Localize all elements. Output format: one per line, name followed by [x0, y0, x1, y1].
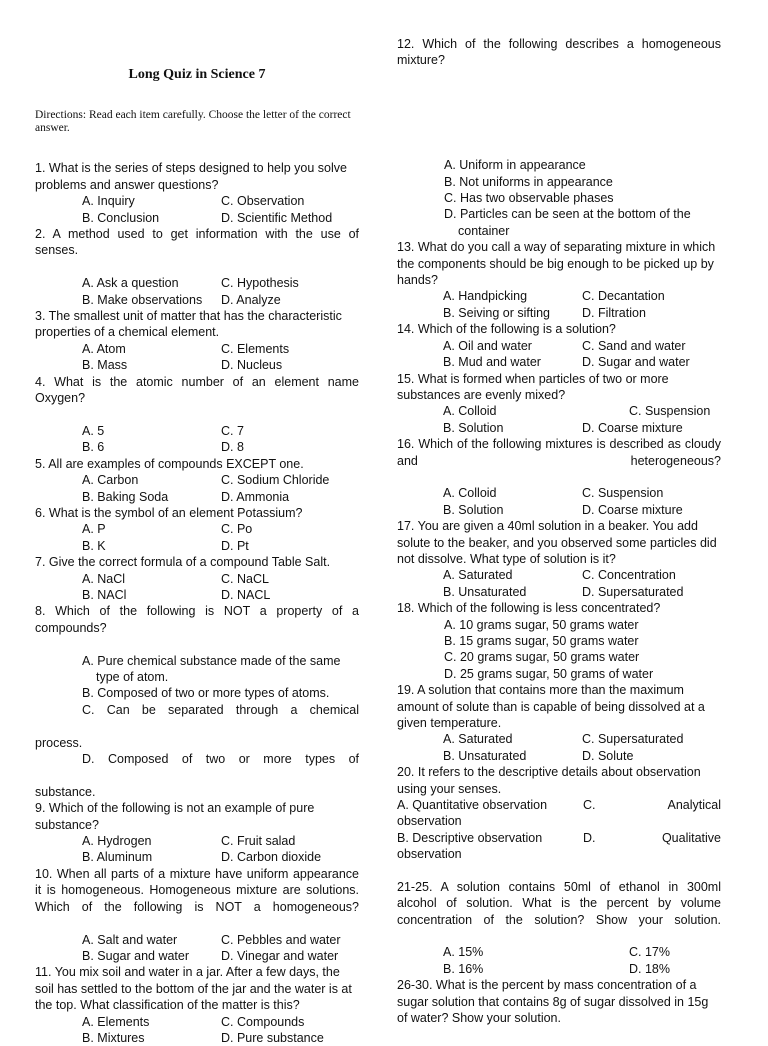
option-d: D. Ammonia: [221, 489, 290, 504]
option-a: A. Salt and water: [82, 932, 178, 947]
question-26-30: [397, 977, 721, 1026]
options: [35, 521, 359, 554]
question-text: 4. What is the atomic number of an element name Oxygen?: [35, 374, 359, 406]
option-a: A. Saturated: [443, 568, 513, 583]
option-b: B. Make observations: [82, 292, 203, 307]
left-column: [35, 62, 359, 1046]
option-d: D. Coarse mixture: [582, 502, 683, 517]
option-a: A. NaCl: [82, 571, 126, 586]
options: [397, 944, 721, 977]
option-d: [35, 751, 359, 800]
option-b: B. Conclusion: [82, 210, 160, 225]
options: [35, 833, 359, 866]
question-text: 10. When all parts of a mixture have uniform appearance it is homogeneous. Homogeneous mixture are solutions. Which of the following is NOT a homogeneous?: [35, 866, 359, 914]
option-d-word: Qualitative: [661, 830, 721, 845]
option-d: D. 25 grams sugar, 50 grams of water: [444, 666, 654, 681]
option-a: A. Handpicking: [443, 289, 528, 304]
option-c: C. Sand and water: [582, 338, 686, 353]
option-b: B. K: [82, 538, 106, 553]
question-text: 21-25. A solution contains 50ml of ethanol in 300ml alcohol of solution. What is the percent by volume concentration of the solution? Show your solution.: [397, 879, 721, 927]
options: [397, 617, 721, 683]
option-d: D. Analyze: [221, 292, 281, 307]
option-d: [444, 206, 721, 239]
option-d: D. Pt: [221, 538, 249, 553]
question-text: 26-30. What is the percent by mass concentration of a sugar solution that contains 8g of sugar dissolved in 15g of water? Show your solution.: [397, 978, 709, 1025]
options: [35, 653, 359, 801]
question-text: 13. What do you call a way of separating mixture in which the components should be big enough to be picked up by hands?: [397, 240, 716, 288]
options: [397, 288, 721, 321]
option-a: [82, 653, 359, 686]
question-text: 18. Which of the following is less concentrated?: [397, 601, 661, 616]
option-row-1-tail: observation: [397, 814, 462, 829]
question-12: [397, 36, 721, 239]
option-c: C. 17%: [629, 945, 670, 960]
options: [35, 341, 359, 374]
question-text: 14. Which of the following is a solution?: [397, 322, 616, 337]
option-a-line2: type of atom.: [96, 670, 169, 684]
option-b: B. Mixtures: [82, 1030, 145, 1045]
question-13: [397, 239, 721, 321]
option-d: D. Filtration: [582, 305, 646, 320]
question-4: [35, 374, 359, 456]
option-c: C. Elements: [221, 341, 290, 356]
option-c: C. Fruit salad: [221, 834, 296, 849]
option-a: A. 5: [82, 423, 105, 438]
options: [35, 423, 359, 456]
option-a: A. Saturated: [443, 732, 513, 747]
options: [397, 731, 721, 764]
option-a: A. P: [82, 522, 106, 537]
option-b: B. 16%: [443, 961, 484, 976]
options: [397, 157, 721, 239]
question-19: [397, 682, 721, 764]
options: [35, 472, 359, 505]
option-b: B. 6: [82, 440, 105, 455]
option-b: B. Solution: [443, 420, 504, 435]
option-c: C. Suspension: [629, 404, 711, 419]
options: [35, 193, 359, 226]
option-a: A. Atom: [82, 341, 126, 356]
directions: Directions: Read each item carefully. Choose the letter of the correct answer.: [35, 109, 351, 134]
option-a: A. Quantitative observation: [397, 798, 548, 813]
option-d: D. Nucleus: [221, 358, 283, 373]
option-c: C. Pebbles and water: [221, 932, 341, 947]
option-d: D. Scientific Method: [221, 210, 333, 225]
question-7: [35, 554, 359, 603]
question-text: 6. What is the symbol of an element Potassium?: [35, 505, 303, 520]
right-column: [397, 36, 721, 1026]
question-14: [397, 321, 721, 370]
option-c: C. Compounds: [221, 1014, 305, 1029]
options: [397, 403, 721, 436]
option-d: D. 8: [221, 440, 244, 455]
option-a: A. Colloid: [443, 486, 497, 501]
option-b: B. Mud and water: [443, 355, 541, 370]
option-c: C. Decantation: [582, 289, 665, 304]
question-text: 16. Which of the following mixtures is described as cloudy and heterogeneous?: [397, 437, 721, 468]
option-c: [35, 702, 359, 751]
option-b: B. Unsaturated: [443, 748, 527, 763]
option-row-2: [397, 830, 721, 846]
option-b: B. Sugar and water: [82, 948, 190, 963]
option-a: A. Colloid: [443, 404, 497, 419]
option-a: A. Ask a question: [82, 276, 179, 291]
question-18: [397, 600, 721, 682]
option-c: C. Has two observable phases: [444, 191, 614, 206]
option-d-line2: substance.: [35, 784, 96, 799]
question-6: [35, 505, 359, 554]
question-1: [35, 160, 359, 226]
option-row-2-tail: observation: [397, 847, 462, 862]
page-title: Long Quiz in Science 7: [128, 67, 266, 82]
question-5: [35, 456, 359, 505]
options: [35, 1014, 359, 1046]
option-b: B. Seiving or sifting: [443, 305, 550, 320]
question-text: 9. Which of the following is not an example of pure substance?: [35, 801, 315, 832]
question-16: [397, 436, 721, 518]
question-21-25: [397, 879, 721, 977]
option-c: C. 20 grams sugar, 50 grams water: [444, 650, 640, 665]
question-11: [35, 964, 359, 1046]
option-d-line1: D. Particles can be seen at the bottom of the: [444, 207, 691, 222]
question-text: 17. You are given a 40ml solution in a beaker. You add solute to the beaker, and you observed some particles did not dissolve. What type of solution is it?: [397, 519, 717, 566]
option-c: C. 7: [221, 423, 244, 438]
option-a: A. Oil and water: [443, 338, 532, 353]
option-a: A. Carbon: [82, 473, 139, 488]
options: [35, 932, 359, 965]
question-8: [35, 603, 359, 800]
question-9: [35, 800, 359, 866]
question-text: 8. Which of the following is NOT a property of a compounds?: [35, 604, 359, 635]
question-15: [397, 371, 721, 437]
option-c: C. NaCL: [221, 571, 269, 586]
options: [397, 485, 721, 518]
option-a-line1: A. Pure chemical substance made of the same: [82, 653, 341, 668]
option-a: A. Inquiry: [82, 194, 135, 209]
question-text: 3. The smallest unit of matter that has the characteristic properties of a chemical element.: [35, 309, 342, 340]
question-20: [397, 764, 721, 862]
option-a: A. Hydrogen: [82, 834, 152, 849]
question-text: 20. It refers to the descriptive details about observation using your senses.: [397, 765, 701, 796]
option-d: D. 18%: [629, 961, 670, 976]
option-d: D. Vinegar and water: [221, 948, 339, 963]
question-text: 7. Give the correct formula of a compound Table Salt.: [35, 555, 331, 570]
question-text: 12. Which of the following describes a homogeneous mixture?: [397, 37, 721, 68]
option-b: B. 15 grams sugar, 50 grams water: [444, 634, 639, 648]
option-b: B. Aluminum: [82, 850, 153, 865]
option-c-line1: C. Can be separated through a chemical: [82, 702, 359, 717]
options: [35, 275, 359, 308]
question-text: 15. What is formed when particles of two or more substances are evenly mixed?: [397, 371, 669, 402]
option-b: B. Unsaturated: [443, 584, 527, 599]
options: [397, 567, 721, 600]
question-text: 19. A solution that contains more than the maximum amount of solute than is capable of being dissolved at a given temperature.: [397, 683, 705, 731]
option-d: D. Sugar and water: [582, 355, 690, 370]
option-c-line2: process.: [35, 735, 83, 750]
options: [35, 571, 359, 604]
option-b: B. Not uniforms in appearance: [444, 174, 613, 189]
option-d: D. Pure substance: [221, 1030, 324, 1045]
question-3: [35, 308, 359, 374]
question-text: 2. A method used to get information with the use of senses.: [35, 227, 359, 258]
option-b: B. Baking Soda: [82, 489, 169, 504]
option-c: C. Sodium Chloride: [221, 473, 330, 488]
question-text: 1. What is the series of steps designed to help you solve problems and answer questions?: [35, 161, 347, 192]
question-text: 5. All are examples of compounds EXCEPT one.: [35, 456, 304, 471]
option-c: C. Observation: [221, 194, 305, 209]
option-d: D. Coarse mixture: [582, 420, 683, 435]
option-a: A. Uniform in appearance: [444, 158, 586, 173]
option-b: B. NACl: [82, 587, 127, 602]
option-c: C. Concentration: [582, 568, 676, 583]
option-c: C. Supersaturated: [582, 732, 684, 747]
option-d: D. Solute: [582, 748, 634, 763]
option-row-1: [397, 797, 721, 813]
question-17: [397, 518, 721, 600]
option-b: B. Composed of two or more types of atoms.: [82, 686, 330, 701]
option-b: B. Mass: [82, 358, 128, 373]
option-d-letter: D.: [583, 830, 596, 845]
option-c-letter: C.: [583, 798, 596, 813]
option-c: C. Po: [221, 522, 253, 537]
option-c-word: Analytical: [667, 798, 721, 813]
option-d-line2: container: [458, 223, 510, 238]
option-d-line1: D. Composed of two or more types of: [82, 752, 359, 767]
options: [397, 338, 721, 371]
option-d: D. Supersaturated: [582, 584, 684, 599]
option-d: D. Carbon dioxide: [221, 850, 322, 865]
option-b: B. Descriptive observation: [397, 830, 543, 845]
question-10: [35, 866, 359, 964]
option-c: C. Suspension: [582, 486, 664, 501]
option-a: A. Elements: [82, 1014, 150, 1029]
option-b: B. Solution: [443, 502, 504, 517]
question-2: [35, 226, 359, 308]
options: [397, 797, 721, 863]
question-text: 11. You mix soil and water in a jar. After a few days, the soil has settled to the bottom of the jar and the water is at the top. What classification of the matter is this?: [35, 965, 352, 1013]
option-a: A. 15%: [443, 945, 484, 960]
option-d: D. NACL: [221, 587, 271, 602]
option-c: C. Hypothesis: [221, 276, 299, 291]
option-a: A. 10 grams sugar, 50 grams water: [444, 617, 639, 632]
